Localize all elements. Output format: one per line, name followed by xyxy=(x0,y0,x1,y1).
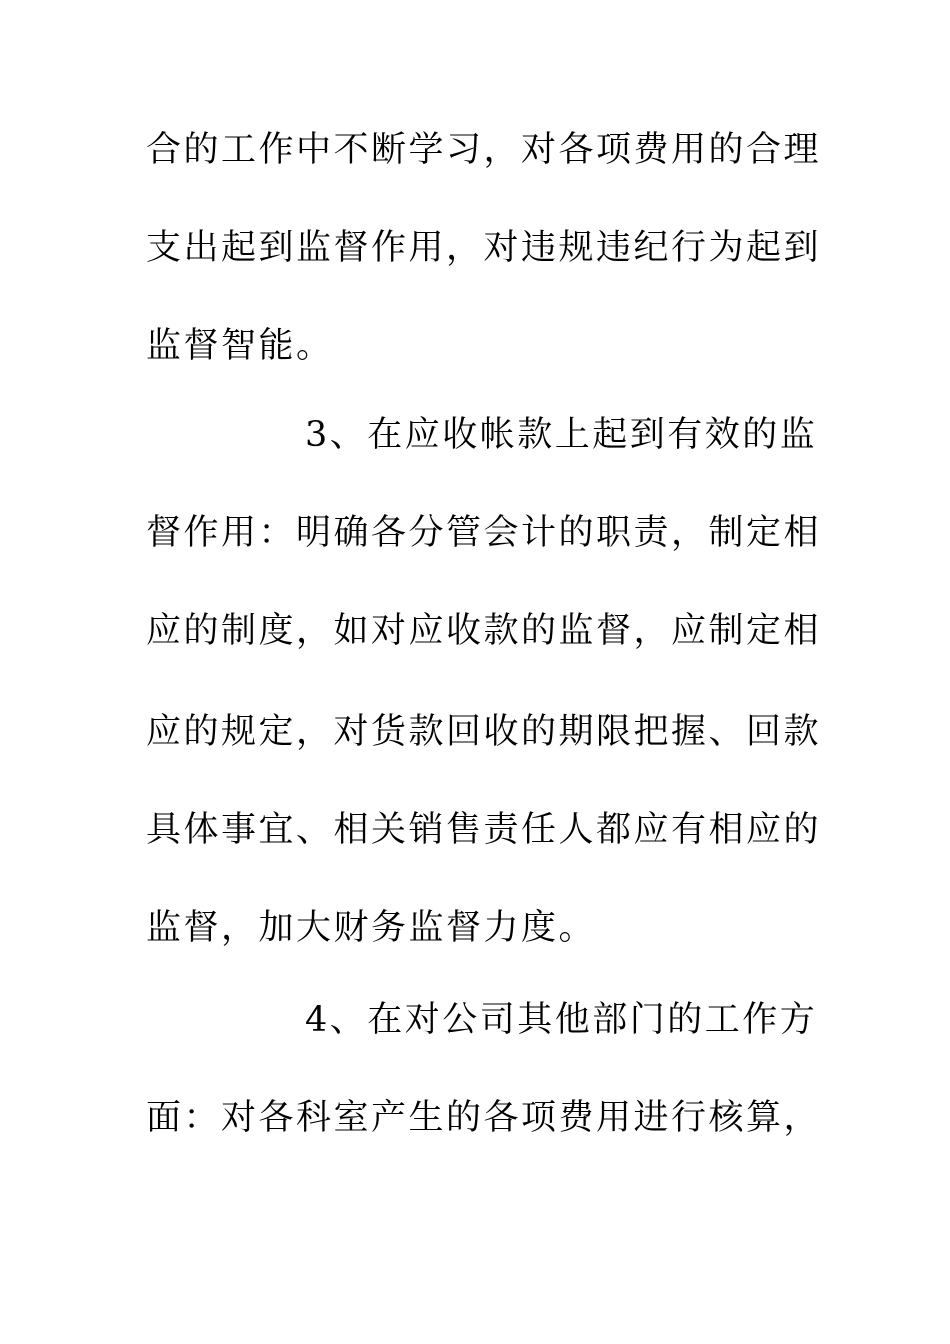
text-line: 应的制度，如对应收款的监督，应制定相 xyxy=(146,611,822,651)
text-line: 合的工作中不断学习，对各项费用的合理 xyxy=(146,130,822,170)
text-line: 具体事宜、相关销售责任人都应有相应的 xyxy=(146,810,822,850)
text-line: 面：对各科室产生的各项费用进行核算， xyxy=(146,1098,822,1138)
text-line: 监督智能。 xyxy=(146,326,334,366)
text-line: 应的规定，对货款回收的期限把握、回款 xyxy=(146,712,822,752)
text-line: 监督，加大财务监督力度。 xyxy=(146,908,597,948)
text-line: 督作用：明确各分管会计的职责，制定相 xyxy=(146,513,822,553)
text-line: 4、在对公司其他部门的工作方 xyxy=(305,1000,818,1040)
text-line: 3、在应收帐款上起到有效的监 xyxy=(305,415,818,455)
text-line: 支出起到监督作用，对违规违纪行为起到 xyxy=(146,228,822,268)
